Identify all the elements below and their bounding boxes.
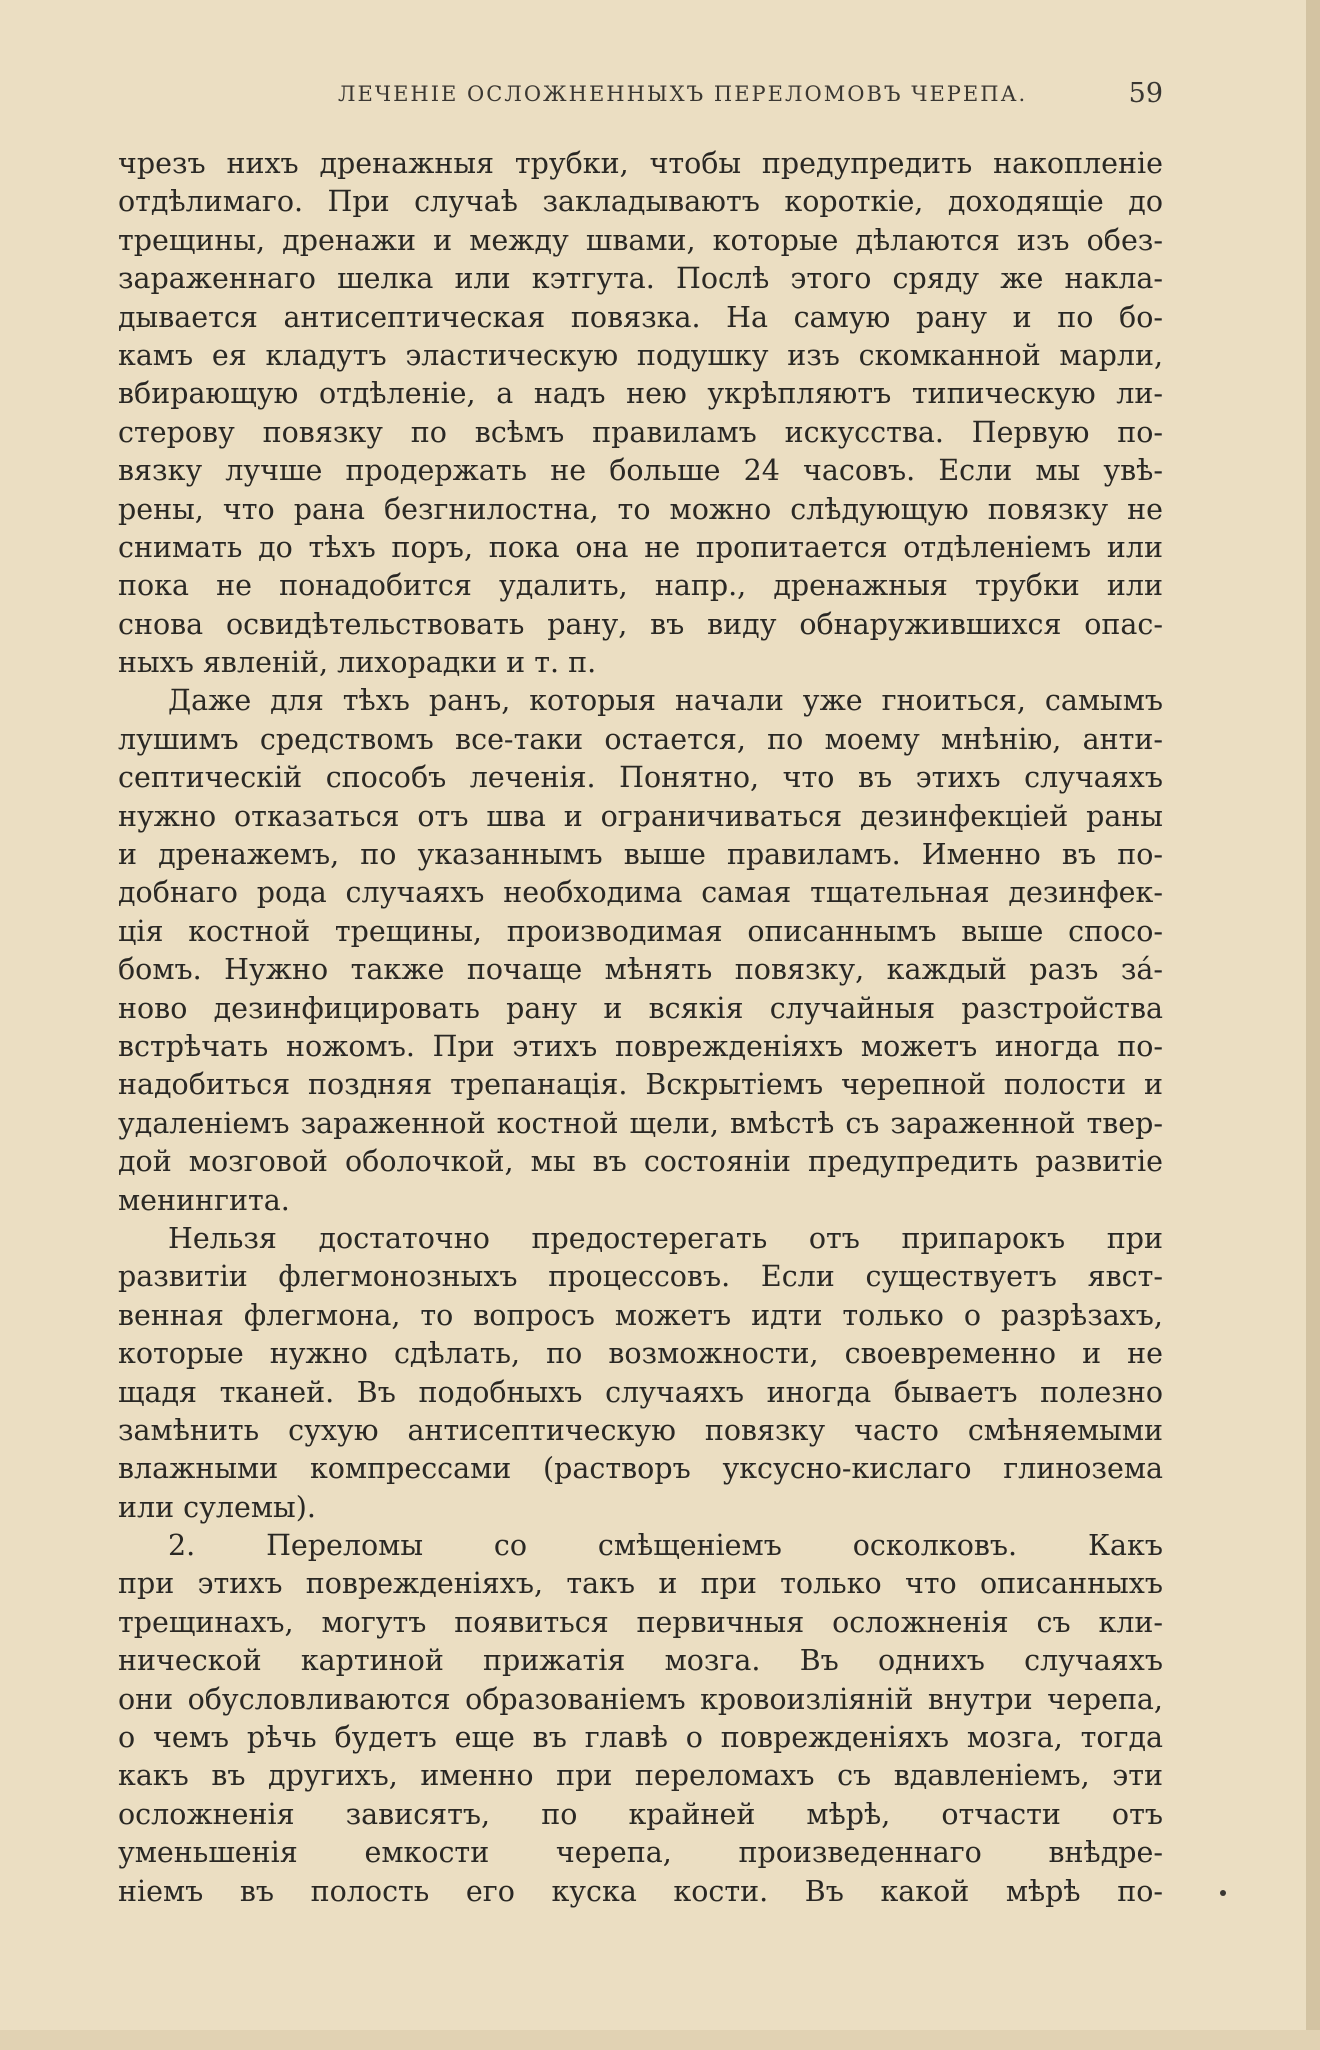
text-line: отдѣлимаго. При случаѣ закладываютъ короткіе, доходящіе до xyxy=(118,185,1163,219)
text-line: септическій способъ леченія. Понятно, что въ этихъ случаяхъ xyxy=(118,761,1163,795)
text-line: нической картиной прижатія мозга. Въ однихъ случаяхъ xyxy=(118,1644,1163,1678)
text-line: влажными компрессами (растворъ уксусно-кислаго глинозема xyxy=(118,1452,1163,1486)
paragraph xyxy=(118,145,1163,682)
text-line: Даже для тѣхъ ранъ, которыя начали уже гноиться, самымъ xyxy=(168,684,1163,718)
text-line: при этихъ поврежденіяхъ, такъ и при только что описанныхъ xyxy=(118,1567,1163,1601)
text-line: которые нужно сдѣлать, по возможности, своевременно и не xyxy=(118,1337,1163,1371)
text-line: пока не понадобится удалить, напр., дренажныя трубки или xyxy=(118,569,1163,603)
text-line: вязку лучше продержать не больше 24 часовъ. Если мы увѣ- xyxy=(118,454,1163,488)
text-line: добнаго рода случаяхъ необходима самая тщательная дезинфек- xyxy=(118,876,1163,910)
text-line: дывается антисептическая повязка. На самую рану и по бо- xyxy=(118,300,1163,334)
text-line: замѣнить сухую антисептическую повязку часто смѣняемыми xyxy=(118,1413,1163,1447)
text-line: ныхъ явленій, лихорадки и т. п. xyxy=(118,646,597,680)
text-line: рены, что рана безгнилостна, то можно слѣдующую повязку не xyxy=(118,492,1163,526)
text-line: развитіи флегмонозныхъ процессовъ. Если существуетъ явст- xyxy=(118,1260,1163,1294)
text-line: трещинахъ, могутъ появиться первичныя осложненія съ кли- xyxy=(118,1605,1163,1639)
text-line: надобиться поздняя трепанація. Вскрытіемъ черепной полости и xyxy=(118,1068,1163,1102)
page-header xyxy=(118,78,1163,112)
text-line: ніемъ въ полость его куска кости. Въ какой мѣрѣ по- xyxy=(118,1874,1163,1908)
text-line: камъ ея кладутъ эластическую подушку изъ скомканной марли, xyxy=(118,338,1163,372)
text-line: ція костной трещины, производимая описаннымъ выше спосо- xyxy=(118,914,1163,948)
page-number: 59 xyxy=(1128,78,1163,109)
text-line: стерову повязку по всѣмъ правиламъ искусства. Первую по- xyxy=(118,415,1163,449)
text-line: менингита. xyxy=(118,1183,290,1217)
text-line: венная флегмона, то вопросъ можетъ идти только о разрѣзахъ, xyxy=(118,1298,1163,1332)
paragraph xyxy=(118,682,1163,1219)
text-line: чрезъ нихъ дренажныя трубки, чтобы предупредить накопленіе xyxy=(118,147,1163,180)
text-line: зараженнаго шелка или кэтгута. Послѣ этого сряду же накла- xyxy=(118,262,1163,296)
text-line: Нельзя достаточно предостерегать отъ припарокъ при xyxy=(168,1221,1163,1255)
paragraph xyxy=(118,1527,1163,1911)
text-line: осложненія зависятъ, по крайней мѣрѣ, отчасти отъ xyxy=(118,1797,1163,1831)
text-line: ново дезинфицировать рану и всякія случайныя разстройства xyxy=(118,991,1163,1025)
text-line: лушимъ средствомъ все-таки остается, по моему мнѣнію, анти- xyxy=(118,722,1163,756)
text-line: бомъ. Нужно также почаще мѣнять повязку, каждый разъ за́- xyxy=(118,953,1163,987)
text-line: они обусловливаются образованіемъ кровоизліяній внутри черепа, xyxy=(118,1682,1163,1716)
text-line: встрѣчать ножомъ. При этихъ поврежденіяхъ можетъ иногда по- xyxy=(118,1029,1163,1063)
text-line: 2. Переломы со смѣщеніемъ осколковъ. Какъ xyxy=(168,1529,1163,1563)
running-title: ЛЕЧЕНІЕ ОСЛОЖНЕННЫХЪ ПЕРЕЛОМОВЪ ЧЕРЕПА. xyxy=(338,82,1028,106)
text-line: и дренажемъ, по указаннымъ выше правиламъ. Именно въ по- xyxy=(118,838,1163,872)
text-line: щадя тканей. Въ подобныхъ случаяхъ иногда бываетъ полезно xyxy=(118,1375,1163,1409)
text-line: какъ въ другихъ, именно при переломахъ съ вдавленіемъ, эти xyxy=(118,1759,1163,1793)
text-line: снова освидѣтельствовать рану, въ виду обнаружившихся опас- xyxy=(118,607,1163,641)
text-line: нужно отказаться отъ шва и ограничиваться дезинфекціей раны xyxy=(118,799,1163,833)
page-bottom-margin xyxy=(0,2030,1320,2050)
text-line: уменьшенія емкости черепа, произведеннаго внѣдре- xyxy=(118,1836,1163,1870)
text-line: трещины, дренажи и между швами, которые дѣлаются изъ обез- xyxy=(118,223,1163,257)
text-line: вбирающую отдѣленіе, а надъ нею укрѣпляютъ типическую ли- xyxy=(118,377,1163,411)
text-line: снимать до тѣхъ поръ, пока она не пропитается отдѣленіемъ или xyxy=(118,530,1163,564)
text-line: удаленіемъ зараженной костной щели, вмѣстѣ съ зараженной твер- xyxy=(118,1106,1163,1140)
ink-speck xyxy=(1220,1890,1226,1896)
page-edge-shadow xyxy=(1306,0,1320,2050)
text-line: о чемъ рѣчь будетъ еще въ главѣ о поврежденіяхъ мозга, тогда xyxy=(118,1721,1163,1755)
body-text xyxy=(118,145,1163,1911)
text-line: или сулемы). xyxy=(118,1490,316,1524)
paragraph xyxy=(118,1220,1163,1527)
text-line: дой мозговой оболочкой, мы въ состояніи предупредить развитіе xyxy=(118,1145,1163,1179)
